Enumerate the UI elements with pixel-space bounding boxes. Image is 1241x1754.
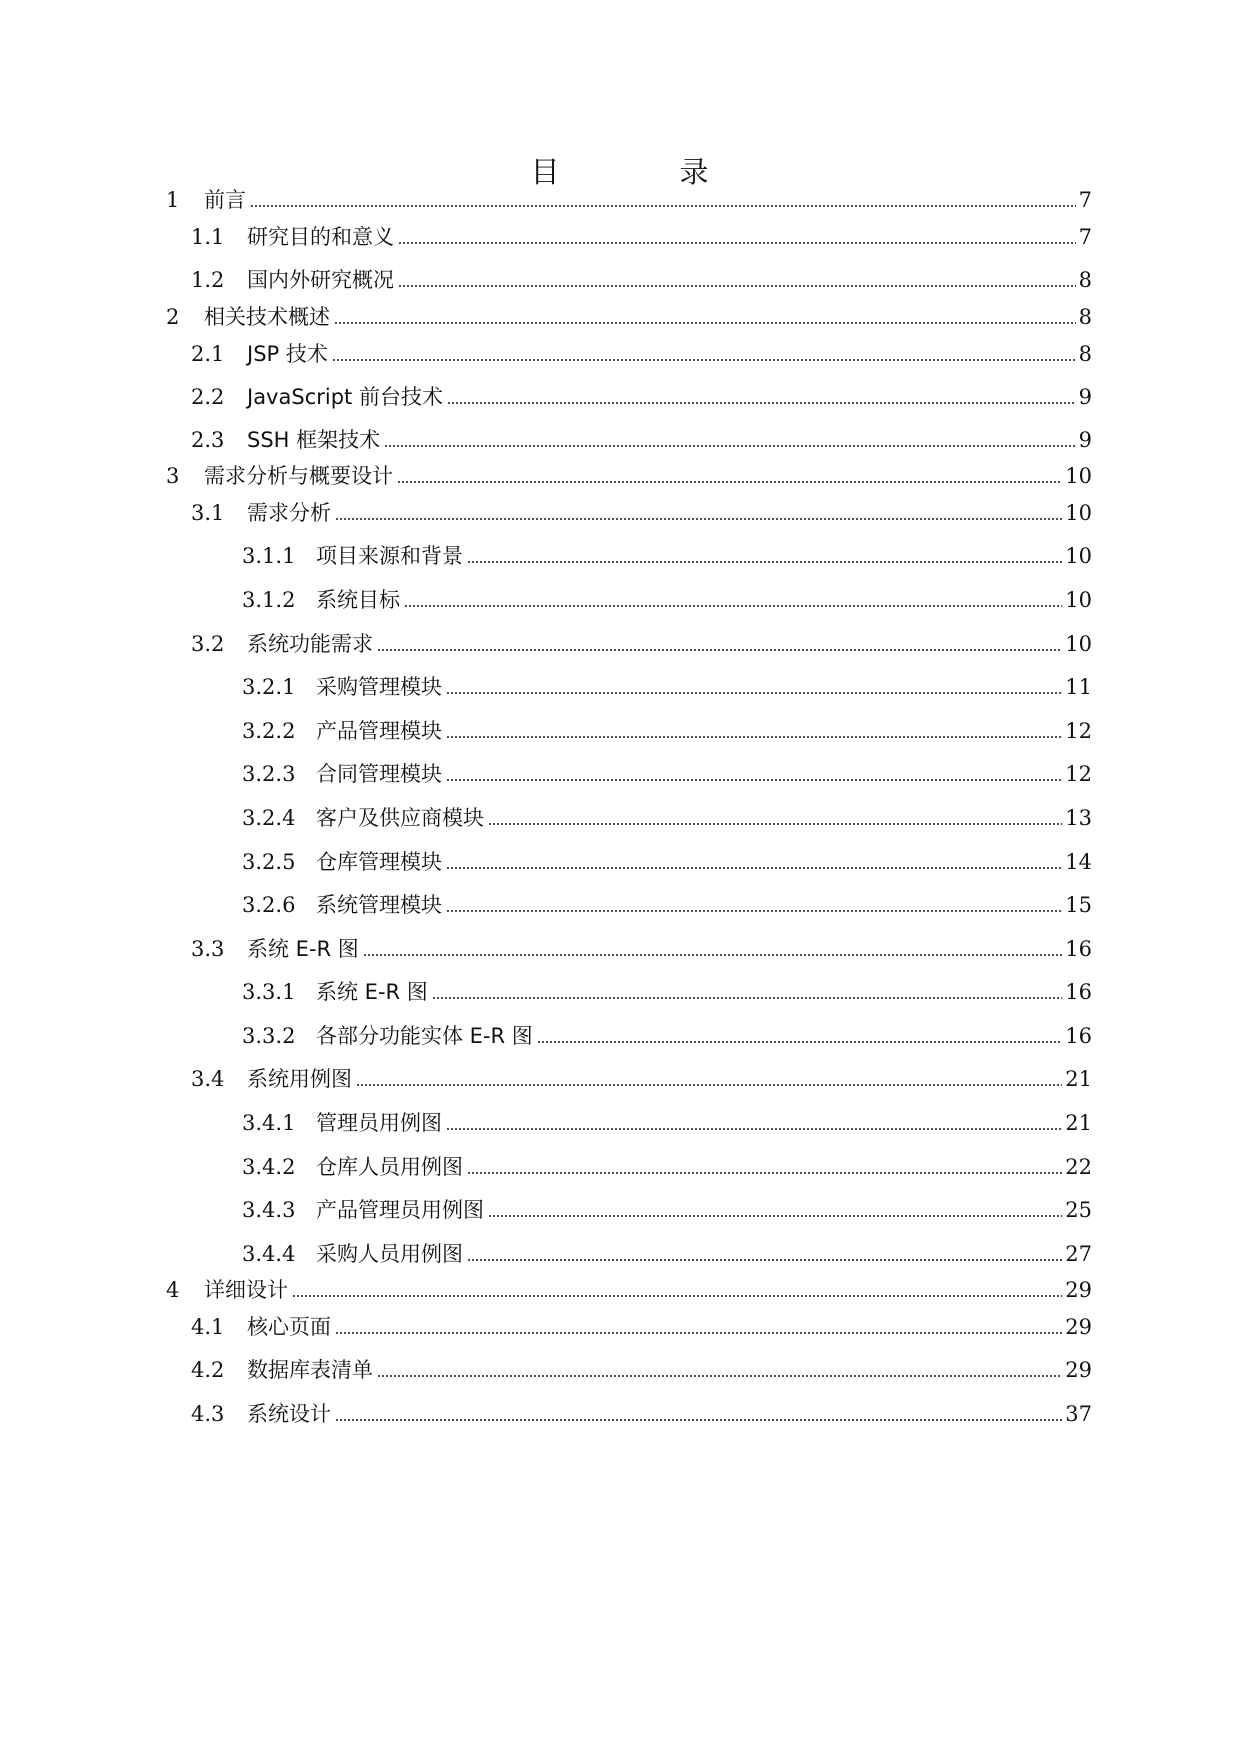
toc-entry-title: 系统 E-R 图 [316,980,428,1004]
title-char-2: 录 [679,155,711,189]
toc-entry-title: 需求分析与概要设计 [204,464,393,488]
toc-entry[interactable] [242,541,1092,571]
toc-entry[interactable] [242,847,1092,877]
toc-entry-number: 2.2 [191,385,225,409]
toc-dot-leader [363,952,1062,958]
toc-entry[interactable] [242,1108,1092,1138]
toc-entry-title: 采购管理模块 [316,675,442,699]
toc-dot-leader [250,203,1076,209]
toc-entry-number: 3.2 [191,632,225,656]
toc-entry-page: 8 [1078,342,1092,366]
toc-entry[interactable] [242,716,1092,746]
toc-entry-title: 系统设计 [247,1402,331,1426]
toc-dot-leader [334,320,1076,326]
toc-entry-title: 系统目标 [316,588,400,612]
toc-dot-leader [488,1213,1062,1219]
toc-entry-page: 27 [1065,1242,1092,1266]
toc-entry-number: 1 [166,188,180,212]
toc-entry[interactable] [191,1064,1092,1094]
toc-entry[interactable] [191,1355,1092,1385]
toc-entry-page: 10 [1065,544,1092,568]
toc-dot-leader [384,443,1075,449]
toc-entry-number: 3.2.2 [242,719,296,743]
toc-entry-number: 3.4.4 [242,1242,296,1266]
toc-entry-number: 4.2 [191,1358,225,1382]
toc-entry-page: 10 [1065,632,1092,656]
toc-dot-leader [446,908,1062,914]
toc-entry-page: 29 [1065,1358,1092,1382]
toc-entry-number: 3.1.1 [242,544,296,568]
toc-entry-number: 3.4 [191,1067,225,1091]
toc-dot-leader [404,603,1062,609]
toc-dot-leader [446,777,1062,783]
toc-entry-number: 2 [166,305,180,329]
toc-entry-page: 29 [1065,1315,1092,1339]
toc-entry-title: 数据库表清单 [247,1358,373,1382]
toc-entry[interactable] [191,498,1092,528]
toc-entry-title: 管理员用例图 [316,1111,442,1135]
toc-dot-leader [467,1170,1062,1176]
toc-dot-leader [398,240,1076,246]
toc-dot-leader [467,559,1062,565]
toc-entry-number: 2.1 [191,342,225,366]
toc-entry-number: 3.2.5 [242,850,296,874]
toc-entry-page: 9 [1078,385,1092,409]
toc-entry-page: 16 [1065,937,1092,961]
toc-dot-leader [446,1126,1062,1132]
toc-entry-title: 研究目的和意义 [247,225,394,249]
toc-dot-leader [377,1373,1062,1379]
toc-dot-leader [335,1330,1062,1336]
toc-entry[interactable] [166,461,1092,491]
toc-dot-leader [537,1039,1062,1045]
toc-entry[interactable] [191,629,1092,659]
toc-entry-number: 3.2.4 [242,806,296,830]
toc-entry-page: 13 [1065,806,1092,830]
toc-entry-page: 12 [1065,719,1092,743]
toc-entry[interactable] [242,672,1092,702]
toc-entry-page: 21 [1065,1111,1092,1135]
toc-entry-page: 7 [1078,225,1092,249]
toc-entry-title: 国内外研究概况 [247,268,394,292]
toc-dot-leader [332,357,1076,363]
toc-entry-number: 3.4.2 [242,1155,296,1179]
toc-entry-number: 4 [166,1278,180,1302]
title-char-1: 目 [530,155,562,189]
toc-entry-page: 15 [1065,893,1092,917]
toc-entry[interactable] [242,759,1092,789]
toc-entry-number: 3.2.6 [242,893,296,917]
toc-entry-title: 详细设计 [204,1278,288,1302]
toc-entry[interactable] [191,382,1092,412]
toc-entry[interactable] [191,1399,1092,1429]
toc-dot-leader [398,283,1076,289]
toc-entry-title: 产品管理模块 [316,719,442,743]
toc-dot-leader [446,734,1062,740]
toc-entry-page: 21 [1065,1067,1092,1091]
toc-entry-number: 1.1 [191,225,225,249]
toc-entry-number: 3.4.1 [242,1111,296,1135]
toc-entry-page: 10 [1065,588,1092,612]
toc-entry-title: 系统管理模块 [316,893,442,917]
toc-dot-leader [432,995,1062,1001]
toc-entry[interactable] [242,803,1092,833]
toc-entry-page: 10 [1065,464,1092,488]
toc-entry-title: 项目来源和背景 [316,544,463,568]
toc-entry-page: 37 [1065,1402,1092,1426]
toc-dot-leader [488,821,1062,827]
toc-entry-title: 采购人员用例图 [316,1242,463,1266]
toc-entry-title: 系统功能需求 [247,632,373,656]
toc-dot-leader [446,690,1062,696]
toc-entry[interactable] [191,425,1092,455]
toc-entry-page: 9 [1078,428,1092,452]
toc-entry[interactable] [242,1239,1092,1269]
toc-dot-leader [292,1293,1062,1299]
toc-entry-title: 核心页面 [247,1315,331,1339]
toc-dot-leader [335,516,1062,522]
toc-entry-page: 12 [1065,762,1092,786]
toc-entry-number: 3.1 [191,501,225,525]
toc-entry-page: 11 [1065,675,1092,699]
toc-entry[interactable] [166,185,1092,215]
toc-entry[interactable] [242,977,1092,1007]
toc-entry-number: 3.2.1 [242,675,296,699]
toc-entry-number: 3.4.3 [242,1198,296,1222]
toc-dot-leader [446,865,1062,871]
toc-entry-number: 3.3.1 [242,980,296,1004]
toc-entry[interactable] [242,585,1092,615]
toc-entry[interactable] [191,222,1092,252]
toc-entry-number: 4.1 [191,1315,225,1339]
toc-entry-title: 产品管理员用例图 [316,1198,484,1222]
toc-dot-leader [356,1082,1062,1088]
toc-dot-leader [377,647,1062,653]
toc-entry-title: JavaScript 前台技术 [247,385,443,409]
toc-entry-number: 3.3.2 [242,1024,296,1048]
toc-entry-page: 22 [1065,1155,1092,1179]
toc-entry-page: 14 [1065,850,1092,874]
toc-entry-title: 各部分功能实体 E-R 图 [316,1024,533,1048]
toc-entry-title: 仓库管理模块 [316,850,442,874]
toc-entry-page: 29 [1065,1278,1092,1302]
toc-entry-number: 4.3 [191,1402,225,1426]
toc-entry-title: JSP 技术 [247,342,328,366]
toc-entry-number: 3.1.2 [242,588,296,612]
toc-entry[interactable] [191,265,1092,295]
toc-entry-title: 相关技术概述 [204,305,330,329]
toc-entry-number: 1.2 [191,268,225,292]
toc-entry-number: 3.3 [191,937,225,961]
toc-entry-title: 仓库人员用例图 [316,1155,463,1179]
toc-entry[interactable] [191,1312,1092,1342]
toc-entry[interactable] [166,302,1092,332]
toc-entry-title: SSH 框架技术 [247,428,381,452]
toc-entry-page: 7 [1078,188,1092,212]
toc-dot-leader [447,400,1076,406]
toc-dot-leader [467,1257,1062,1263]
toc-dot-leader [397,479,1062,485]
toc-entry-number: 3 [166,464,180,488]
toc-entry-title: 系统用例图 [247,1067,352,1091]
toc-entry-page: 8 [1078,305,1092,329]
toc-entry-number: 2.3 [191,428,225,452]
toc-entry[interactable] [242,890,1092,920]
toc-entry-title: 客户及供应商模块 [316,806,484,830]
toc-entry[interactable] [166,1275,1092,1305]
toc-entry[interactable] [191,934,1092,964]
toc-entry[interactable] [242,1152,1092,1182]
toc-entry-page: 25 [1065,1198,1092,1222]
toc-entry[interactable] [242,1021,1092,1051]
toc-entry-number: 3.2.3 [242,762,296,786]
toc-entry-page: 8 [1078,268,1092,292]
toc-entry-title: 需求分析 [247,501,331,525]
toc-entry-page: 16 [1065,980,1092,1004]
toc-entry-title: 合同管理模块 [316,762,442,786]
toc-entry[interactable] [242,1195,1092,1225]
toc-entry-page: 16 [1065,1024,1092,1048]
toc-entry[interactable] [191,339,1092,369]
toc-dot-leader [335,1417,1062,1423]
toc-entry-title: 系统 E-R 图 [247,937,359,961]
toc-entry-page: 10 [1065,501,1092,525]
toc-entry-title: 前言 [204,188,246,212]
